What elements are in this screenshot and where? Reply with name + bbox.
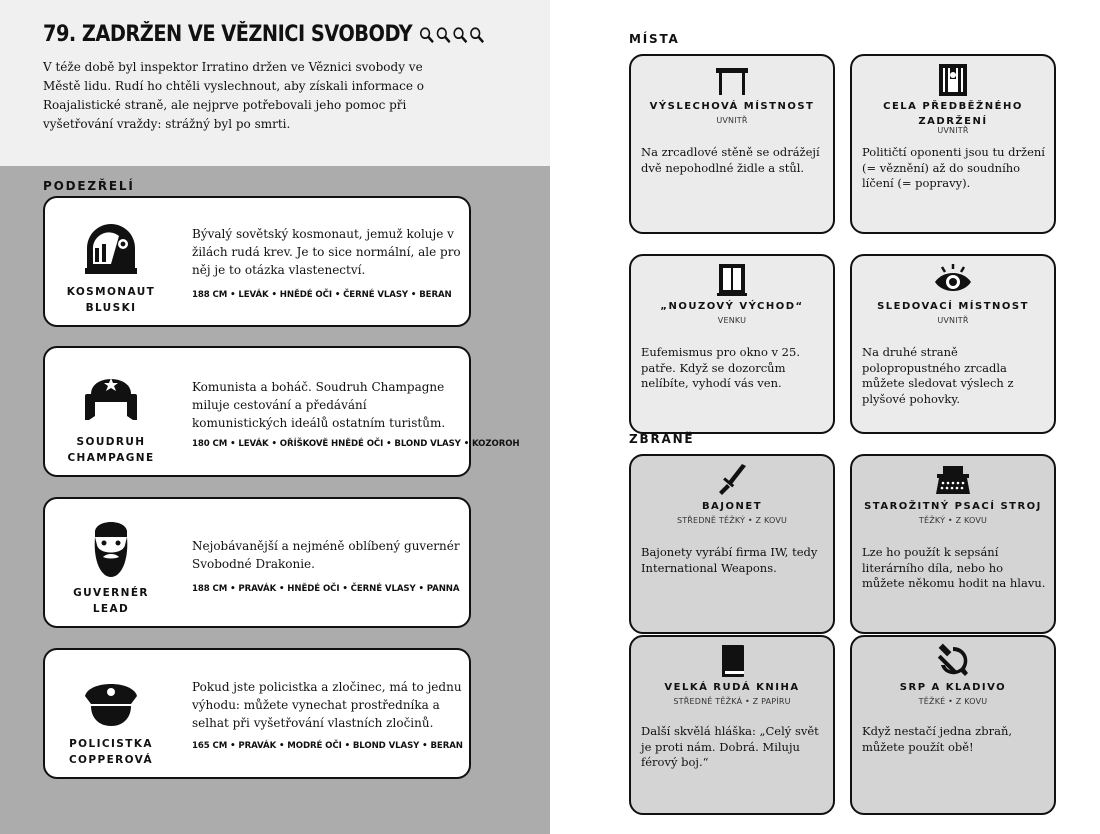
- suspect-name: [55, 434, 167, 466]
- bearded-man-icon: [79, 515, 143, 579]
- card-text: Bajonety vyrábí firma IW, tedy International Weapons.: [641, 545, 818, 575]
- suspect-description: Bývalý sovětský kosmonaut, jemuž koluje v žilách rudá krev. Je to sice normální, ale pro něj je to otázka vlastenectví.: [192, 227, 461, 277]
- suspect-description: Nejobávanější a nejméně oblíbený guvernér Svobodné Drakonie.: [192, 539, 460, 571]
- window-icon: [712, 262, 752, 298]
- card-title: BAJONET: [701, 501, 763, 512]
- places-heading: MÍSTA: [629, 32, 680, 46]
- suspect-stats: 188 CM • PRAVÁK • HNĚDÉ OČI • ČERNÉ VLASY • PANNA: [192, 584, 460, 594]
- suspect-card-copperova: [43, 648, 471, 779]
- card-title: „NOUZOVÝ VÝCHOD“: [660, 301, 804, 312]
- difficulty-rating: [419, 26, 485, 44]
- card-subtitle: UVNITŘ: [716, 116, 748, 125]
- card-subtitle: TĚŽKÝ • Z KOVU: [918, 516, 988, 525]
- magnifier-icon: [419, 26, 435, 44]
- card-text: Další skvělá hláška: „Celý svět je proti nám. Dobrá. Miluju férový boj.“: [641, 724, 819, 769]
- suspect-name: [55, 585, 167, 617]
- suspect-card-champagne: [43, 346, 520, 477]
- weapons-heading: ZBRANĚ: [629, 432, 695, 446]
- card-title: SRP A KLADIVO: [899, 682, 1007, 693]
- magnifier-icon: [453, 26, 469, 44]
- suspect-stats: 188 CM • LEVÁK • HNĚDÉ OČI • ČERNÉ VLASY • BERAN: [192, 290, 452, 300]
- title-text: 79. ZADRŽEN VE VĚZNICI SVOBODY: [43, 22, 413, 47]
- prison-bars-icon: [933, 62, 973, 98]
- hammer-sickle-icon: [933, 643, 973, 679]
- weapon-card-srp-a-kladivo: [850, 635, 1056, 815]
- typewriter-icon: [933, 462, 973, 498]
- weapon-card-bajonet: [629, 454, 835, 634]
- place-card-vyslechova: [629, 54, 835, 234]
- card-text: Eufemismus pro okno v 25. patře. Když se dozorcům nelíbíte, vyhodí vás ven.: [641, 345, 800, 390]
- place-card-sledovaci: [850, 254, 1056, 434]
- card-subtitle: UVNITŘ: [937, 316, 969, 325]
- suspect-description: Pokud jste policistka a zločinec, má to jednu výhodu: můžete vynechat prostředníka a selhat při vyšetřování vlastních zločinů.: [192, 680, 462, 730]
- suspect-name-line2: CHAMPAGNE: [67, 452, 155, 464]
- card-text: Na druhé straně polopropustného zrcadla můžete sledovat výslech z plyšové pohovky.: [862, 345, 1014, 406]
- magnifier-icon: [436, 26, 452, 44]
- police-cap-icon: [79, 666, 143, 730]
- suspect-description: Komunista a boháč. Soudruh Champagne miluje cestování a předávání komunistických ideálů ostatním turistům.: [192, 380, 446, 430]
- book-icon: [712, 643, 752, 679]
- weapon-card-kniha: [629, 635, 835, 815]
- card-text: Političtí oponenti jsou tu držení (= věznění) až do soudního líčení (= popravy).: [862, 145, 1045, 190]
- suspect-name-line1: POLICISTKA: [69, 738, 153, 750]
- card-text: Na zrcadlové stěně se odrážejí dvě nepohodlné židle a stůl.: [641, 145, 820, 175]
- card-subtitle: VENKU: [717, 316, 747, 325]
- card-subtitle: TĚŽKÉ • Z KOVU: [918, 697, 988, 706]
- bayonet-icon: [712, 462, 752, 498]
- weapon-card-psaci-stroj: [850, 454, 1056, 634]
- suspect-name-line2: LEAD: [92, 603, 130, 615]
- card-title: CELA PŘEDBĚŽNÉHO ZADRŽENÍ: [883, 101, 1023, 127]
- magnifier-icon: [469, 26, 485, 44]
- page-title: [43, 22, 485, 47]
- suspect-name-line1: SOUDRUH: [76, 436, 146, 448]
- card-title: VELKÁ RUDÁ KNIHA: [664, 682, 800, 693]
- suspect-card-bluski: [43, 196, 471, 327]
- card-subtitle: STŘEDNĚ TĚŽKÝ • Z KOVU: [676, 516, 788, 525]
- card-title: STAROŽITNÝ PSACÍ STROJ: [864, 501, 1042, 512]
- suspect-name-line1: GUVERNÉR: [73, 587, 149, 599]
- suspect-name: [55, 736, 167, 768]
- intro-paragraph: V téže době byl inspektor Irratino držen ve Věznici svobody ve Městě lidu. Rudí ho chtěli vyslechnout, aby získali informace o Roajalistické straně, ale nejprve potřebovali jeho pomoc při vyšetřování vraždy: strážný byl po smrti.: [43, 60, 424, 131]
- card-subtitle: STŘEDNĚ TĚŽKÁ • Z PAPÍRU: [673, 697, 791, 706]
- ushanka-hat-icon: [79, 364, 143, 428]
- suspect-stats: 180 CM • LEVÁK • OŘÍŠKOVĚ HNĚDÉ OČI • BLOND VLASY • KOZOROH: [192, 439, 520, 449]
- card-text: Lze ho použít k sepsání literárního díla, nebo ho můžete někomu hodit na hlavu.: [862, 545, 1046, 590]
- suspect-name: [55, 284, 167, 316]
- card-title: SLEDOVACÍ MÍSTNOST: [877, 301, 1029, 312]
- suspect-name-line2: BLUSKI: [85, 302, 137, 314]
- suspects-heading: PODEZŘELÍ: [43, 179, 135, 193]
- card-subtitle: UVNITŘ: [937, 126, 969, 135]
- card-title: VÝSLECHOVÁ MÍSTNOST: [649, 101, 815, 112]
- astronaut-helmet-icon: [79, 214, 143, 278]
- table-icon: [712, 62, 752, 98]
- suspect-stats: 165 CM • PRAVÁK • MODRÉ OČI • BLOND VLASY • BERAN: [192, 741, 463, 751]
- suspect-name-line2: COPPEROVÁ: [68, 754, 154, 766]
- card-text: Když nestačí jedna zbraň, můžete použít obě!: [862, 724, 1013, 754]
- place-card-cela: [850, 54, 1056, 234]
- place-card-nouzovy-vychod: [629, 254, 835, 434]
- suspect-card-lead: [43, 497, 471, 628]
- eye-icon: [933, 262, 973, 298]
- suspect-name-line1: KOSMONAUT: [66, 286, 156, 298]
